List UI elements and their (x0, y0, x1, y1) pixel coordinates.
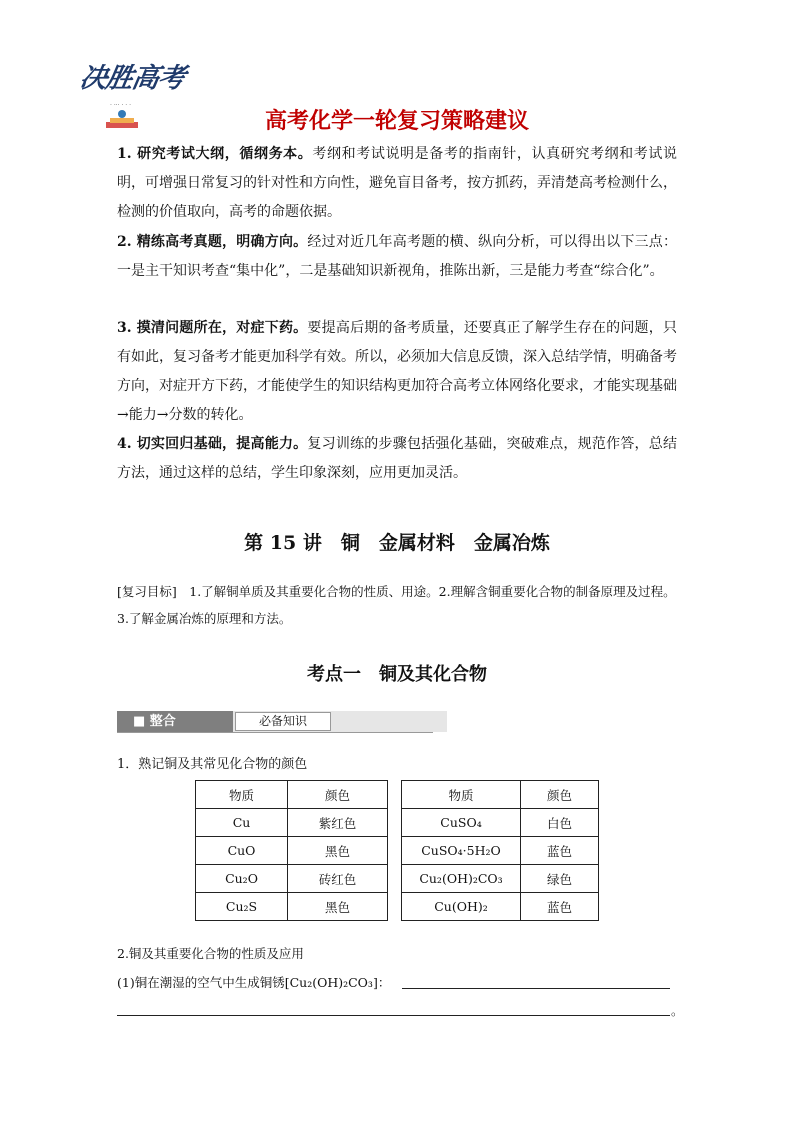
advice-paragraph-2 (117, 228, 677, 286)
logo-subtitle: ‧ ·‧· ‧ ‧ ‧ (110, 102, 131, 109)
table-cell: 黑色 (288, 893, 388, 921)
color-table-left (195, 780, 388, 921)
table-header: 颜色 (521, 781, 599, 809)
table-row (402, 893, 599, 921)
table-cell: Cu₂S (196, 893, 288, 921)
table-row (402, 865, 599, 893)
table-row (196, 837, 388, 865)
advice-paragraph-3 (117, 314, 677, 430)
advice-paragraph-4 (117, 430, 677, 488)
table-cell: 紫红色 (288, 809, 388, 837)
advice-lead: 2. 精练高考真题，明确方向。 (117, 234, 308, 250)
table-cell: CuSO₄ (402, 809, 521, 837)
table-cell: 蓝色 (521, 837, 599, 865)
advice-lead: 4. 切实回归基础，提高能力。 (117, 436, 308, 452)
advice-body: 考纲和考试说明是备考的指南针，认真研究考纲和考试说明，可增强日常复习的针对性和方向性，避免盲目备考，按方抓药，弄清楚高考检测什么，检测的价值取向，高考的命题依据。 (117, 146, 677, 220)
table-header: 物质 (196, 781, 288, 809)
table-cell: CuSO₄·5H₂O (402, 837, 521, 865)
banner-tag: ■ 整合 (117, 711, 233, 732)
table-row (196, 893, 388, 921)
banner-underline (117, 732, 433, 733)
table-row (196, 809, 388, 837)
color-table-right (401, 780, 599, 921)
answer-blank-line (117, 1015, 670, 1016)
table-cell: 白色 (521, 809, 599, 837)
table-row (196, 865, 388, 893)
lecture-title: 第 15 讲 铜 金属材料 金属冶炼 (244, 532, 550, 554)
table-cell: 绿色 (521, 865, 599, 893)
table-cell: Cu₂(OH)₂CO₃ (402, 865, 521, 893)
logo-text: 决胜高考 (77, 63, 187, 94)
table-header-row (402, 781, 599, 809)
answer-blank-line (402, 988, 670, 989)
table-header: 颜色 (288, 781, 388, 809)
main-title: 高考化学一轮复习策略建议 (264, 109, 529, 134)
section-title: 考点一 铜及其化合物 (307, 664, 487, 685)
table-header-row (196, 781, 388, 809)
table-cell: Cu (196, 809, 288, 837)
item1-title: 1．熟记铜及其常见化合物的颜色 (117, 757, 308, 772)
question-1: (1)铜在潮湿的空气中生成铜锈[Cu₂(OH)₂CO₃]： (117, 975, 391, 990)
table-cell: 黑色 (288, 837, 388, 865)
advice-body: 经过对近几年高考题的横、纵向分析，可以得出以下三点：一是主干知识考查“集中化”，二是基础知识新视角，推陈出新，三是能力考查“综合化”。 (117, 234, 677, 279)
advice-lead: 1. 研究考试大纲，循纲务本。 (117, 146, 313, 162)
advice-body: 要提高后期的备考质量，还要真正了解学生存在的问题，只有如此，复习备考才能更加科学有效。所以，必须加大信息反馈，深入总结学情，明确备考方向，对症开方下药，才能使学生的知识结构更加符合高考立体网络化要求，才能实现基础→能力→分数的转化。 (117, 320, 677, 423)
question-1-end: 。 (671, 1003, 684, 1018)
advice-body: 复习训练的步骤包括强化基础，突破难点，规范作答，总结方法，通过这样的总结，学生印象深刻，应用更加灵活。 (117, 436, 677, 481)
table-cell: 蓝色 (521, 893, 599, 921)
table-cell: Cu(OH)₂ (402, 893, 521, 921)
table-cell: CuO (196, 837, 288, 865)
section-banner (117, 711, 433, 733)
table-cell: 砖红色 (288, 865, 388, 893)
table-cell: Cu₂O (196, 865, 288, 893)
table-header: 物质 (402, 781, 521, 809)
review-goal: [复习目标] 1.了解铜单质及其重要化合物的性质、用途。2.理解含铜重要化合物的制备原理及过程。3.了解金属冶炼的原理和方法。 (117, 584, 676, 626)
banner-label: 必备知识 (235, 712, 331, 731)
table-row (402, 809, 599, 837)
item2-title: 2.铜及其重要化合物的性质及应用 (117, 946, 304, 961)
advice-lead: 3. 摸清问题所在，对症下药。 (117, 320, 308, 336)
table-row (402, 837, 599, 865)
advice-paragraph-1 (117, 140, 677, 227)
